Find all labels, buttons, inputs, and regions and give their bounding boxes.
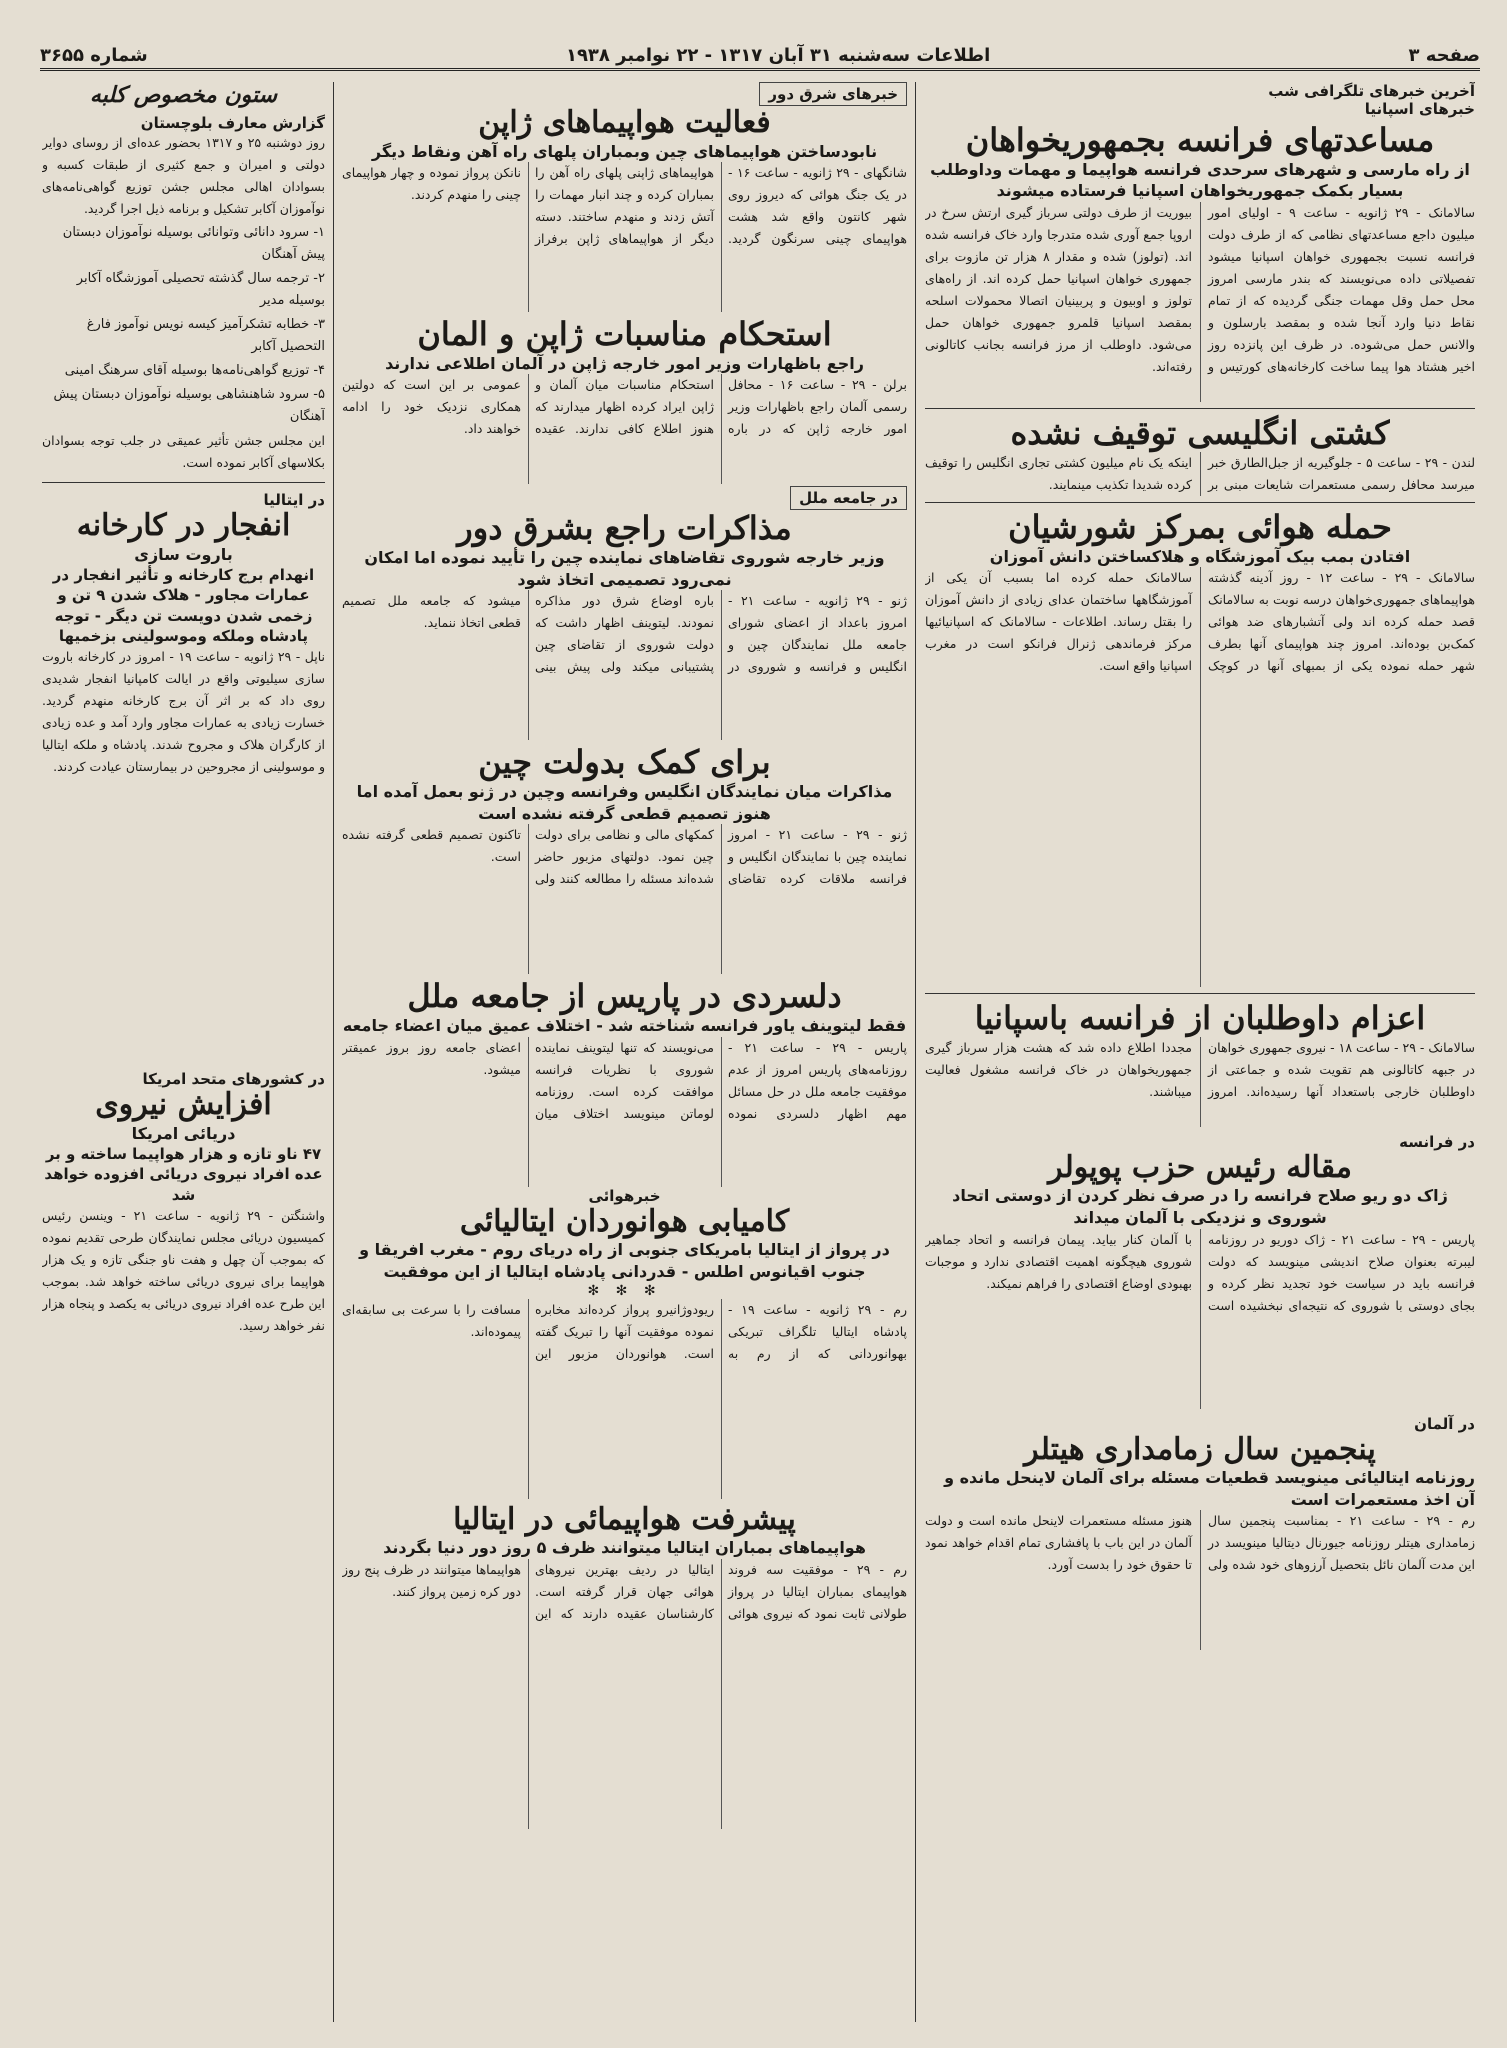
article-body: ژنو - ۲۹ - ساعت ۲۱ - امروز نماینده چین با نمایندگان انگلیس و فرانسه ملاقات کرده تقاضای کمکهای مالی و نظامی برای دولت چین نمود. دولتهای مزبور حاضر شده‌اند مسئله را مطالعه کنند ولی تاکنون تصمیم قطعی گرفته نشده است. [342,827,907,887]
latest-news-label: آخرین خبرهای تلگرافی شب [1268,82,1475,100]
article-subtitle: ۴۷ ناو تازه و هزار هواپیما ساخته و بر عده افراد نیروی دریائی افزوده خواهد شد [44,1145,323,1204]
article-title: کامیابی هوانوردان ایتالیائی [459,1203,790,1239]
article-subtitle: دریائی امریکا [131,1123,236,1143]
section-league-label: در جامعه ملل [790,486,907,510]
article-title: اعزام داوطلبان از فرانسه باسپانیا [974,999,1426,1038]
divider [925,993,1475,994]
article-subtitle: راجع باظهارات وزیر امور خارجه ژاپن در آلمان اطلاعی ندارند [385,353,864,373]
article-title: پنجمین سال زمامداری هیتلر [1024,1431,1376,1467]
divider [42,482,325,483]
article-subtitle: انهدام برج کارخانه و تأثیر انفجار در عمارات مجاور - هلاک شدن ۹ تن و زخمی شدن دویست تن دیگر - توجه پادشاه وملکه وموسولینی بزخمیها [52,566,315,645]
article-body: رم - ۲۹ ژانویه - ساعت ۱۹ - پادشاه ایتالیا تلگراف تبریکی بهوانوردانی که از رم به ریودوژانیرو پرواز کرده‌اند مخابره نموده موفقیت آنها را تبریک گفته است. هوانوردان مزبور این مسافت را با سرعت بی سابقه‌ای پیموده‌اند. [342,1301,907,1361]
article-body: سالامانک - ۲۹ - ساعت ۱۲ - روز آدینه گذشته هواپیماهای جمهوری‌خواهان درسه نوبت به سالامانک قصد حمله کرده اند ولی آتشبارهای ضد هوائی کمک‌بن بوده‌اند. امروز چند هواپیمای آنها بطرف شهر حمله نموده یکی از بمبهای آنها در کوچک سالامانک حمله کرده اما بسبب آن یکی از آموزشگاهها ساختمان عدای زیادی از دانش آموزان را بقتل رساند. اطلاعات - سالامانک که اسپانیائیها مرکز فرماندهی ژنرال فرانکو است در مغرب اسپانیا واقع است. [925,570,1475,674]
section-fareast-label: خبرهای شرق دور [759,82,907,106]
article-body: رم - ۲۹ - موفقیت سه فروند هواپیمای بمباران ایتالیا در پرواز طولانی ثابت نمود که نیروی هوائی ایتالیا در ردیف بهترین نیروهای هوائی جهان قرار گرفته است. کارشناسان عقیده دارند که این هواپیماها میتوانند در ظرف پنج روز دور کره زمین پرواز کنند. [342,1561,907,1621]
report-items [42,222,325,428]
section-aviation: خبرهوائی [588,1186,661,1205]
article-title: پیشرفت هواپیمائی در ایتالیا [453,1501,796,1537]
section-league [342,486,907,510]
report-title: گزارش معارف بلوچستان [140,114,325,132]
article-title: استحکام مناسبات ژاپن و المان [417,315,832,354]
article-subtitle: از راه مارسی و شهرهای سرحدی فرانسه هواپیما و مهمات وداوطلب بسیار بکمک جمهوریخواهان اسپانیا فرستاده میشوند [930,159,1470,201]
article-subtitle: وزیر خارجه شوروی تقاضاهای نماینده چین را تأیید نموده اما امکان نمی‌رود تصمیمی اتخاذ شود [364,548,885,589]
article-body: لندن - ۲۹ - ساعت ۵ - جلوگیریه از جبل‌الطارق خبر میرسد محافل رسمی مستعمرات شایعات مبنی بر اینکه یک نام میلیون کشتی تجاری انگلیس را توقیف کرده شدیدا تکذیب مینمایند. [925,454,1475,492]
column-rule [915,82,916,2022]
article-title: مذاکرات راجع بشرق دور [457,509,792,548]
left-column [42,82,325,2032]
list-item: ۲- ترجمه سال گذشته تحصیلی آموزشگاه آکابر بوسیله مدیر [76,271,325,308]
article-subtitle: روزنامه ایتالیائی مینویسد قطعیات مسئله برای آلمان لاینحل مانده و آن اخذ مستعمرات است [944,1468,1475,1509]
article-title: دلسردی در پاریس از جامعه ملل [407,977,842,1016]
section-france: در فرانسه [1399,1132,1475,1151]
article-subtitle: در پرواز از ایتالیا بامریکای جنوبی از راه دریای روم - مغرب افریقا و جنوب اقیانوس اطلس - قدردانی پادشاه ایتالیا از این موفقیت [359,1240,890,1281]
section-usa: در کشورهای متحد امریکا [142,1070,325,1089]
article-body: رم - ۲۹ - ساعت ۲۱ - بمناسبت پنجمین سال زمامداری هیتلر روزنامه جیورنال دیتالیا مینویسد در این مدت آلمان نائل بتحصیل آرزوهای خود شده ولی هنوز مسئله مستعمرات لاینحل مانده است و دولت آلمان در این باب با پافشاری تمام اقدام خواهد نمود تا حقوق خود را بدست آورد. [925,1513,1475,1573]
ornament: ✻ ✻ ✻ [587,1282,662,1299]
article-subtitle: ژاک دو ریو صلاح فرانسه را در صرف نظر کردن از دوستی اتحاد شوروی و نزدیکی با آلمان میداند [952,1186,1448,1228]
article-body: ناپل - ۲۹ ژانویه - ساعت ۱۹ - امروز در کارخانه باروت سازی سیلیوتی واقع در ایالت کامپانیا انفجار شدیدی روی داد که بر اثر آن برج کارخانه منهدم گردید. خسارت زیادی به عمارات مجاور وارد آمد و عده زیادی از کارگران هلاک و مجروح شدند. پادشاه و ملکه ایتالیا و موسولینی از مجروحین در بیمارستان عیادت کردند. [42,649,325,775]
article-title: مقاله رئیس حزب پوپولر [1048,1149,1352,1185]
list-item: ۳- خطابه تشکرآمیز کیسه نویس نوآموز فارغ التحصیل آکابر [86,317,325,354]
article-subtitle: مذاکرات میان نمایندگان انگلیس وفرانسه وچین در ژنو بعمل آمده اما هنوز تصمیم قطعی گرفته نشده است [356,782,893,823]
middle-column [342,82,907,2032]
article-title: کشتی انگلیسی توقیف نشده [1010,413,1390,452]
article-subtitle: فقط لیتوینف یاور فرانسه شناخته شد - اختلاف عمیق میان اعضاء جامعه [342,1016,907,1036]
article-body: پاریس - ۲۹ - ساعت ۲۱ - ژاک دوریو در روزنامه لیبرته بعنوان صلاح اندیشی مینویسد که دولت فرانسه باید در سیاست خود تجدید نظر کرده و بجای دوستی با شوروی که نتیجه‌ای نبخشیده است با آلمان کنار بیاید. پیمان فرانسه و اتحاد جماهیر شوروی هیچگونه اهمیت اقتصادی ندارد و موجبات بهبودی اوضاع اقتصادی را فراهم نمیکند. [925,1231,1475,1313]
article-body: واشنگتن - ۲۹ ژانویه - ساعت ۲۱ - وینسن رئیس کمیسیون دریائی مجلس نمایندگان طرحی تقدیم نموده که بموجب آن چهل و هفت ناو جنگی تازه و یک هزار هواپیما برای نیروی دریائی ساخته خواهد شد. بموجب این طرح عده افراد نیروی دریائی به یکصد و پنجاه هزار نفر خواهد رسید. [42,1207,325,1333]
masthead-date: اطلاعات سه‌شنبه ۳۱ آبان ۱۳۱۷ - ۲۲ نوامبر ۱۹۳۸ [565,44,991,66]
article-title: فعالیت هواپیماهای ژاپن [478,105,771,140]
article-body: برلن - ۲۹ - ساعت ۱۶ - محافل رسمی آلمان راجع باظهارات وزیر امور خارجه ژاپن که در باره استحکام مناسبات میان آلمان و ژاپن ایراد کرده اظهار میدارند که هنوز اطلاع کافی ندارند. عقیده عمومی بر این است که دولتین همکاری نزدیک خود را ادامه خواهند داد. [342,377,907,437]
article-title: افزایش نیروی [95,1087,272,1123]
section-italy: در ایتالیا [263,491,325,509]
list-item: ۱- سرود دانائی وتوانائی بوسیله نوآموزان دبستان پیش آهنگان [62,225,325,262]
page-number: صفحه ۳ [1408,44,1480,66]
divider [925,408,1475,409]
article-title: حمله هوائی بمرکز شورشیان [1008,507,1392,546]
report-end: این مجلس جشن تأثیر عمیقی در جلب توجه بسوادان بکلاسهای آکابر نموده است. [42,433,325,470]
issue-number: شماره ۳۶۵۵ [40,44,148,66]
masthead [40,42,1480,71]
report-intro: روز دوشنبه ۲۵ و ۱۳۱۷ بحضور عده‌ای از روسای دوایر دولتی و امیران و جمع کثیری از طبقات کسبه و بسوادان اهالی مجلس جشن توزیع گواهی‌نامه‌های نوآموزان آکابر تشکیل و برنامه ذیل اجرا گردید. [42,135,325,216]
section-germany: در آلمان [1414,1414,1475,1433]
right-column [925,82,1475,2032]
article-body: پاریس - ۲۹ - ساعت ۲۱ - روزنامه‌های پاریس امروز از عدم موفقیت جامعه ملل در حل مسائل مهم اظهار دلسردی نموده می‌نویسند که تنها لیتوینف نماینده شوروی با نظریات فرانسه موافقت کرده است. روزنامه لوماتن مینویسد اختلاف میان اعضای جامعه روز بروز عمیقتر میشود. [342,1039,907,1121]
article-title: مساعدتهای فرانسه بجمهوریخواهان [965,121,1435,159]
article-subtitle: هواپیماهای بمباران ایتالیا میتوانند ظرف ۵ روز دور دنیا بگردند [383,1538,866,1558]
column-logo: ستون مخصوص کلبه [89,82,278,108]
section-fareast [342,82,907,106]
article-body: سالامانک - ۲۹ ژانویه - ساعت ۹ - اولیای امور میلیون داجع مساعدتهای نظامی که از طرف دولت فرانسه نسبت بجمهوری خواهان اسپانیا میشود تفصیلاتی داده می‌نویسند که بندر مارسی امروز محل حمل وقل مهمات جنگی گردیده که از تمام نقاط دنیا وارد آنجا شده و بمقصد بارسلون و والانس حمل می‌شوده. در ظرف این پانزده روز اخیر هشتاد هوا پیما ساخت کارخانه‌های کورتیس و بیوریت از طرف دولتی سرباز گیری ارتش سرخ در اروپا جمع آوری شده متدرجا وارد خاک فرانسه شده اند. (تولوز) شده و مقدار ۸ هزار تن مازوت برای جمهوری خواهان اسپانیا حمل کرده اند. از راه‌های تولوز و اوبیون و پربینیان اتصالا محمولات اسلحه بمقصد اسپانیا قلمرو جمهوری خواهان حمل می‌شود. داوطلب از مرز فرانسه بجانب کاتالونی رفته‌اند. [925,204,1475,374]
article-subtitle: نابودساختن هواپیماهای چین وبمباران پلهای راه آهن ونقاط دیگر [371,141,878,161]
list-item: ۴- توزیع گواهی‌نامه‌ها بوسیله آقای سرهنگ امینی [64,363,325,378]
divider [925,502,1475,503]
article-body: ژنو - ۲۹ ژانویه - ساعت ۲۱ - امروز باعداد از اعضای شورای جامعه ملل نمایندگان چین و انگلیس و فرانسه و شوروی در باره اوضاع شرق دور مذاکره نمودند. لیتوینف اظهار داشت که دولت شوروی از تقاضای چین پشتیبانی میکند ولی پیش بینی میشود که جامعه ملل تصمیم قطعی اتخاذ ننماید. [342,593,907,675]
article-title: انفجار در کارخانه [76,508,291,543]
article-subtitle: باروت سازی [134,544,233,564]
column-rule [333,82,334,2022]
section-spain: خبرهای اسپانیا [1364,100,1475,118]
article-subtitle: افتادن بمب بیک آموزشگاه و هلاکساختن دانش آموزان [989,546,1411,566]
list-item: ۵- سرود شاهنشاهی بوسیله نوآموزان دبستان پیش آهنگان [53,387,325,424]
article-body: شانگهای - ۲۹ ژانویه - ساعت ۱۶ - در یک جنگ هوائی که دیروز روی شهر کانتون واقع شد هشت هواپیمای چینی سرنگون گردید. هواپیماهای ژاپنی پلهای راه آهن را بمباران کرده و چند انبار مهمات را آتش زدند و منهدم ساختند. دسته دیگر از هواپیماهای ژاپن برفراز نانکن پرواز نموده و چهار هواپیمای چینی را منهدم کردند. [342,165,907,247]
article-title: برای کمک بدولت چین [478,743,771,782]
article-body: سالامانک - ۲۹ - ساعت ۱۸ - نیروی جمهوری خواهان در جبهه کاتالونی هم تقویت شده و جماعتی از داوطلبان خارجی باستعداد آنها رسیده‌اند. امروز مجددا اطلاع داده شد که هشت هزار سرباز گیری جمهوریخواهان در خاک فرانسه مشغول فعالیت میباشند. [925,1039,1475,1099]
